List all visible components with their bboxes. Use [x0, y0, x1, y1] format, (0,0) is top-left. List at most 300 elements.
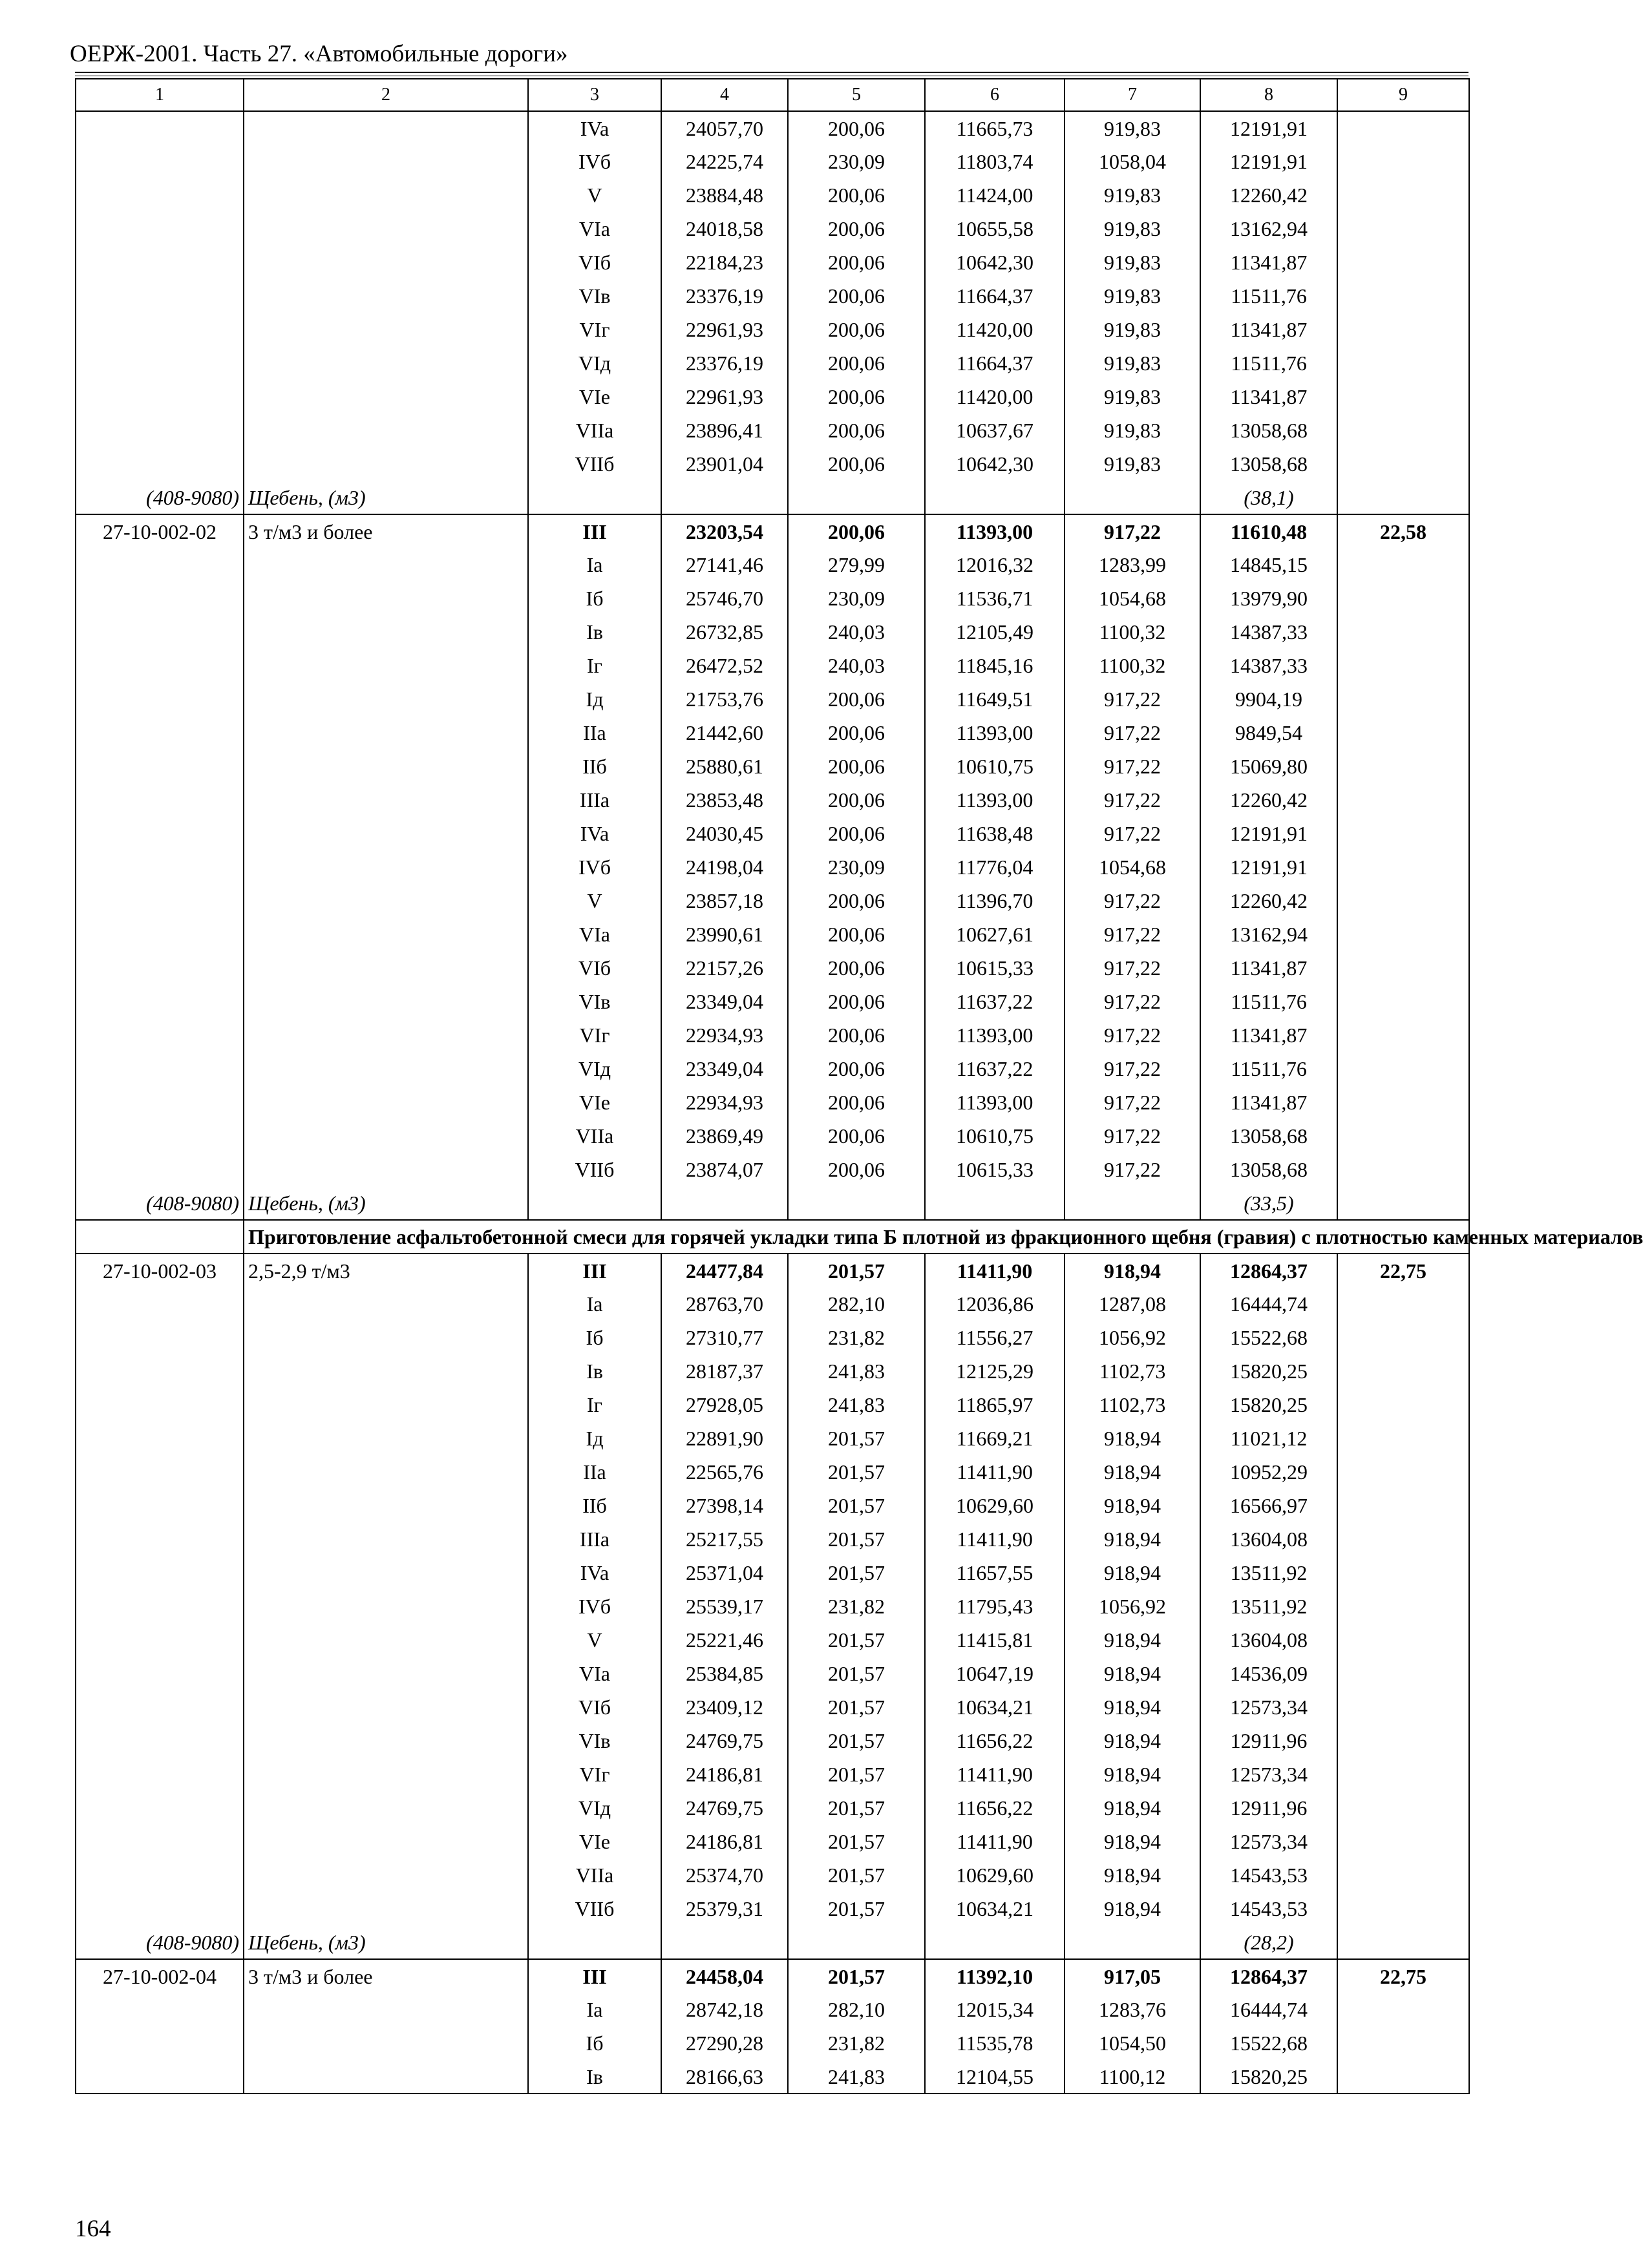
zone-cell: Iб	[528, 1321, 661, 1354]
code-cell: (408-9080)	[76, 1186, 244, 1220]
wages-cell: 230,09	[788, 850, 925, 884]
materials-cell: 13604,08	[1200, 1623, 1337, 1657]
materials-cell: 14543,53	[1200, 1858, 1337, 1892]
description-cell	[244, 582, 528, 615]
wages-cell: 200,06	[788, 918, 925, 951]
materials-cell: 15522,68	[1200, 2026, 1337, 2060]
labor-cell	[1337, 414, 1469, 447]
description-cell	[244, 1522, 528, 1556]
materials-cell: 12191,91	[1200, 850, 1337, 884]
wages-cell: 201,57	[788, 1489, 925, 1522]
machine-cost-cell: 10634,21	[925, 1892, 1065, 1926]
table-row	[76, 346, 1469, 380]
zone-cell: Iд	[528, 1422, 661, 1455]
total-cost-cell: 23874,07	[661, 1153, 788, 1186]
wages-cell: 282,10	[788, 1993, 925, 2026]
zone-cell: Iг	[528, 649, 661, 682]
total-cost-cell: 23376,19	[661, 346, 788, 380]
code-cell	[76, 1825, 244, 1858]
driver-wages-cell: 917,22	[1065, 985, 1200, 1018]
description-cell: Щебень, (м3)	[244, 1186, 528, 1220]
wages-cell: 201,57	[788, 1556, 925, 1590]
driver-wages-cell: 1056,92	[1065, 1590, 1200, 1623]
total-cost-cell: 23857,18	[661, 884, 788, 918]
labor-cell	[1337, 1590, 1469, 1623]
code-cell	[76, 1758, 244, 1791]
total-cost-cell: 28763,70	[661, 1287, 788, 1321]
table-row	[76, 1052, 1469, 1086]
description-cell	[244, 313, 528, 346]
machine-cost-cell: 11411,90	[925, 1825, 1065, 1858]
total-cost-cell: 25374,70	[661, 1858, 788, 1892]
col-header-2: 2	[244, 79, 528, 111]
zone-cell: Iв	[528, 615, 661, 649]
driver-wages-cell: 918,94	[1065, 1724, 1200, 1758]
driver-wages-cell: 919,83	[1065, 246, 1200, 279]
wages-cell: 201,57	[788, 1791, 925, 1825]
labor-cell	[1337, 1657, 1469, 1690]
materials-cell: 11341,87	[1200, 313, 1337, 346]
description-cell	[244, 1119, 528, 1153]
total-cost-cell	[661, 1926, 788, 1959]
machine-cost-cell: 11393,00	[925, 716, 1065, 750]
wages-cell: 230,09	[788, 582, 925, 615]
zone-cell: IIIa	[528, 783, 661, 817]
table-row	[76, 850, 1469, 884]
total-cost-cell: 24018,58	[661, 212, 788, 246]
code-cell	[76, 1052, 244, 1086]
wages-cell: 282,10	[788, 1287, 925, 1321]
wages-cell: 200,06	[788, 1052, 925, 1086]
zone-cell: VIa	[528, 212, 661, 246]
code-cell	[76, 951, 244, 985]
labor-cell	[1337, 615, 1469, 649]
driver-wages-cell	[1065, 481, 1200, 514]
total-cost-cell: 24030,45	[661, 817, 788, 850]
table-row	[76, 447, 1469, 481]
code-cell	[76, 817, 244, 850]
labor-cell	[1337, 1119, 1469, 1153]
materials-cell: 14845,15	[1200, 548, 1337, 582]
zone-cell	[528, 481, 661, 514]
labor-cell	[1337, 1858, 1469, 1892]
code-cell	[76, 1892, 244, 1926]
labor-cell	[1337, 2026, 1469, 2060]
table-row	[76, 1119, 1469, 1153]
machine-cost-cell: 11637,22	[925, 985, 1065, 1018]
driver-wages-cell: 918,94	[1065, 1455, 1200, 1489]
total-cost-cell: 25880,61	[661, 750, 788, 783]
machine-cost-cell: 11656,22	[925, 1791, 1065, 1825]
total-cost-cell: 21442,60	[661, 716, 788, 750]
zone-cell: VIe	[528, 380, 661, 414]
description-cell	[244, 1455, 528, 1489]
total-cost-cell: 25221,46	[661, 1623, 788, 1657]
materials-cell: 11341,87	[1200, 1018, 1337, 1052]
total-cost-cell: 21753,76	[661, 682, 788, 716]
zone-cell: VIв	[528, 985, 661, 1018]
table-row	[76, 1489, 1469, 1522]
col-header-9: 9	[1337, 79, 1469, 111]
rates-table	[75, 78, 1643, 2094]
wages-cell: 201,57	[788, 1455, 925, 1489]
labor-cell	[1337, 246, 1469, 279]
machine-cost-cell: 11535,78	[925, 2026, 1065, 2060]
total-cost-cell	[661, 1186, 788, 1220]
labor-cell	[1337, 1052, 1469, 1086]
wages-cell: 241,83	[788, 1388, 925, 1422]
total-cost-cell: 25746,70	[661, 582, 788, 615]
zone-cell: VIд	[528, 346, 661, 380]
item-row	[76, 1254, 1469, 1287]
table-row	[76, 649, 1469, 682]
table-row	[76, 1758, 1469, 1791]
table-row	[76, 548, 1469, 582]
materials-cell: 11511,76	[1200, 279, 1337, 313]
total-cost-cell: 22961,93	[661, 313, 788, 346]
table-row	[76, 1153, 1469, 1186]
total-cost-cell: 23349,04	[661, 985, 788, 1018]
code-cell	[76, 750, 244, 783]
total-cost-cell: 22157,26	[661, 951, 788, 985]
total-cost-cell: 24477,84	[661, 1254, 788, 1287]
wages-cell: 201,57	[788, 1858, 925, 1892]
machine-cost-cell: 12104,55	[925, 2060, 1065, 2094]
labor-cell: 22,58	[1337, 514, 1469, 548]
code-cell: (408-9080)	[76, 481, 244, 514]
section-heading-spacer	[76, 1220, 244, 1254]
code-cell	[76, 111, 244, 145]
wages-cell: 200,06	[788, 985, 925, 1018]
wages-cell	[788, 481, 925, 514]
code-cell	[76, 1858, 244, 1892]
description-cell	[244, 1623, 528, 1657]
zone-cell: V	[528, 178, 661, 212]
machine-cost-cell: 12105,49	[925, 615, 1065, 649]
table-row	[76, 1522, 1469, 1556]
description-cell	[244, 682, 528, 716]
labor-cell	[1337, 1892, 1469, 1926]
table-row	[76, 111, 1469, 145]
machine-cost-cell: 10642,30	[925, 246, 1065, 279]
total-cost-cell: 23884,48	[661, 178, 788, 212]
description-cell	[244, 111, 528, 145]
table-row	[76, 1321, 1469, 1354]
code-cell	[76, 1623, 244, 1657]
materials-cell: 11341,87	[1200, 1086, 1337, 1119]
wages-cell: 200,06	[788, 111, 925, 145]
driver-wages-cell: 918,94	[1065, 1556, 1200, 1590]
total-cost-cell: 22934,93	[661, 1086, 788, 1119]
code-cell	[76, 1724, 244, 1758]
materials-cell: 9904,19	[1200, 682, 1337, 716]
zone-cell: Iг	[528, 1388, 661, 1422]
materials-cell: 16566,97	[1200, 1489, 1337, 1522]
code-cell	[76, 1455, 244, 1489]
table-row	[76, 1086, 1469, 1119]
driver-wages-cell: 1058,04	[1065, 145, 1200, 178]
zone-cell: IVб	[528, 1590, 661, 1623]
zone-cell: VIIб	[528, 447, 661, 481]
code-cell	[76, 1791, 244, 1825]
labor-cell	[1337, 548, 1469, 582]
materials-cell: 11610,48	[1200, 514, 1337, 548]
code-cell	[76, 1321, 244, 1354]
col-header-6: 6	[925, 79, 1065, 111]
total-cost-cell: 25371,04	[661, 1556, 788, 1590]
driver-wages-cell: 917,22	[1065, 682, 1200, 716]
wages-cell: 200,06	[788, 279, 925, 313]
wages-cell: 200,06	[788, 1018, 925, 1052]
zone-cell: VIe	[528, 1086, 661, 1119]
labor-cell	[1337, 279, 1469, 313]
description-cell	[244, 649, 528, 682]
table-row	[76, 1825, 1469, 1858]
labor-cell: 22,75	[1337, 1959, 1469, 1993]
labor-cell	[1337, 178, 1469, 212]
code-cell	[76, 346, 244, 380]
code-cell	[76, 246, 244, 279]
total-cost-cell: 23853,48	[661, 783, 788, 817]
table-row	[76, 414, 1469, 447]
table-row	[76, 1623, 1469, 1657]
code-cell	[76, 414, 244, 447]
materials-cell: (28,2)	[1200, 1926, 1337, 1959]
machine-cost-cell: 11411,90	[925, 1522, 1065, 1556]
zone-cell: VIa	[528, 918, 661, 951]
materials-cell: 16444,74	[1200, 1287, 1337, 1321]
machine-cost-cell: 11795,43	[925, 1590, 1065, 1623]
machine-cost-cell: 11420,00	[925, 380, 1065, 414]
machine-cost-cell: 11424,00	[925, 178, 1065, 212]
materials-cell: 12191,91	[1200, 145, 1337, 178]
labor-cell	[1337, 1758, 1469, 1791]
materials-cell: 13511,92	[1200, 1556, 1337, 1590]
description-cell: 3 т/м3 и более	[244, 1959, 528, 1993]
description-cell	[244, 716, 528, 750]
total-cost-cell: 24186,81	[661, 1825, 788, 1858]
code-cell	[76, 1590, 244, 1623]
machine-cost-cell: 12125,29	[925, 1354, 1065, 1388]
materials-cell: 12191,91	[1200, 817, 1337, 850]
labor-cell	[1337, 850, 1469, 884]
total-cost-cell: 24225,74	[661, 145, 788, 178]
col-header-7: 7	[1065, 79, 1200, 111]
driver-wages-cell: 917,22	[1065, 1153, 1200, 1186]
materials-cell: 13979,90	[1200, 582, 1337, 615]
table-row	[76, 178, 1469, 212]
total-cost-cell: 24458,04	[661, 1959, 788, 1993]
labor-cell	[1337, 750, 1469, 783]
code-cell	[76, 212, 244, 246]
materials-cell: 12911,96	[1200, 1791, 1337, 1825]
description-cell	[244, 1690, 528, 1724]
machine-cost-cell: 10610,75	[925, 750, 1065, 783]
materials-cell: 11341,87	[1200, 951, 1337, 985]
total-cost-cell: 24057,70	[661, 111, 788, 145]
description-cell	[244, 1489, 528, 1522]
code-cell	[76, 716, 244, 750]
zone-cell: Iв	[528, 1354, 661, 1388]
labor-cell	[1337, 1388, 1469, 1422]
running-title: ОЕРЖ-2001. Часть 27. «Автомобильные дороги»	[70, 41, 568, 67]
description-cell	[244, 1892, 528, 1926]
materials-cell: (33,5)	[1200, 1186, 1337, 1220]
zone-cell: III	[528, 1959, 661, 1993]
code-cell	[76, 918, 244, 951]
driver-wages-cell: 919,83	[1065, 447, 1200, 481]
machine-cost-cell: 11411,90	[925, 1455, 1065, 1489]
total-cost-cell: 25539,17	[661, 1590, 788, 1623]
resource-row	[76, 1926, 1469, 1959]
table-row	[76, 1287, 1469, 1321]
materials-cell: 12260,42	[1200, 884, 1337, 918]
labor-cell	[1337, 313, 1469, 346]
code-cell	[76, 313, 244, 346]
materials-cell: 14387,33	[1200, 615, 1337, 649]
driver-wages-cell: 919,83	[1065, 279, 1200, 313]
materials-cell: 12191,91	[1200, 111, 1337, 145]
table-row	[76, 2060, 1469, 2094]
code-cell	[76, 2026, 244, 2060]
description-cell	[244, 548, 528, 582]
code-cell: 27-10-002-02	[76, 514, 244, 548]
labor-cell	[1337, 783, 1469, 817]
wages-cell: 231,82	[788, 2026, 925, 2060]
total-cost-cell: 27141,46	[661, 548, 788, 582]
driver-wages-cell: 919,83	[1065, 212, 1200, 246]
labor-cell	[1337, 1422, 1469, 1455]
table-row	[76, 985, 1469, 1018]
description-cell	[244, 145, 528, 178]
materials-cell: 11341,87	[1200, 246, 1337, 279]
materials-cell: 14543,53	[1200, 1892, 1337, 1926]
driver-wages-cell: 919,83	[1065, 313, 1200, 346]
code-cell	[76, 682, 244, 716]
wages-cell: 231,82	[788, 1321, 925, 1354]
description-cell	[244, 447, 528, 481]
driver-wages-cell: 918,94	[1065, 1623, 1200, 1657]
total-cost-cell: 23203,54	[661, 514, 788, 548]
labor-cell	[1337, 1321, 1469, 1354]
wages-cell: 200,06	[788, 1119, 925, 1153]
table-row	[76, 2026, 1469, 2060]
description-cell	[244, 750, 528, 783]
materials-cell: 15820,25	[1200, 2060, 1337, 2094]
description-cell	[244, 1321, 528, 1354]
machine-cost-cell: 10629,60	[925, 1489, 1065, 1522]
description-cell	[244, 951, 528, 985]
zone-cell: V	[528, 1623, 661, 1657]
table-row	[76, 884, 1469, 918]
table-row	[76, 1388, 1469, 1422]
wages-cell: 200,06	[788, 212, 925, 246]
wages-cell: 231,82	[788, 1590, 925, 1623]
machine-cost-cell: 11664,37	[925, 346, 1065, 380]
col-header-3: 3	[528, 79, 661, 111]
description-cell	[244, 1086, 528, 1119]
table-row	[76, 279, 1469, 313]
table-row	[76, 1657, 1469, 1690]
description-cell	[244, 1153, 528, 1186]
table-row	[76, 783, 1469, 817]
driver-wages-cell: 918,94	[1065, 1758, 1200, 1791]
total-cost-cell: 28742,18	[661, 1993, 788, 2026]
wages-cell: 200,06	[788, 716, 925, 750]
table-row	[76, 1858, 1469, 1892]
description-cell	[244, 1354, 528, 1388]
code-cell	[76, 1018, 244, 1052]
code-cell	[76, 1993, 244, 2026]
driver-wages-cell: 919,83	[1065, 346, 1200, 380]
materials-cell: 9849,54	[1200, 716, 1337, 750]
labor-cell	[1337, 1926, 1469, 1959]
code-cell	[76, 145, 244, 178]
materials-cell: 12864,37	[1200, 1959, 1337, 1993]
header-rule-thick	[75, 72, 1468, 73]
table-row	[76, 380, 1469, 414]
materials-cell: 12573,34	[1200, 1690, 1337, 1724]
col-header-8: 8	[1200, 79, 1337, 111]
total-cost-cell: 25217,55	[661, 1522, 788, 1556]
total-cost-cell: 26472,52	[661, 649, 788, 682]
wages-cell: 200,06	[788, 750, 925, 783]
materials-cell: 12573,34	[1200, 1758, 1337, 1791]
machine-cost-cell: 10655,58	[925, 212, 1065, 246]
labor-cell	[1337, 817, 1469, 850]
zone-cell: VIв	[528, 279, 661, 313]
page-number: 164	[75, 2216, 111, 2242]
table-row	[76, 716, 1469, 750]
description-cell: Щебень, (м3)	[244, 481, 528, 514]
labor-cell	[1337, 1623, 1469, 1657]
code-cell	[76, 1422, 244, 1455]
driver-wages-cell: 1102,73	[1065, 1388, 1200, 1422]
zone-cell: IIIa	[528, 1522, 661, 1556]
total-cost-cell: 23376,19	[661, 279, 788, 313]
materials-cell: 11341,87	[1200, 380, 1337, 414]
table-row	[76, 1993, 1469, 2026]
zone-cell: Iд	[528, 682, 661, 716]
driver-wages-cell: 917,22	[1065, 1119, 1200, 1153]
wages-cell: 200,06	[788, 346, 925, 380]
labor-cell	[1337, 1522, 1469, 1556]
labor-cell	[1337, 1153, 1469, 1186]
col-header-4: 4	[661, 79, 788, 111]
wages-cell: 200,06	[788, 817, 925, 850]
description-cell: Щебень, (м3)	[244, 1926, 528, 1959]
wages-cell: 200,06	[788, 1086, 925, 1119]
table-row	[76, 1892, 1469, 1926]
description-cell	[244, 1052, 528, 1086]
code-cell	[76, 1489, 244, 1522]
wages-cell: 200,06	[788, 884, 925, 918]
zone-cell: VIe	[528, 1825, 661, 1858]
labor-cell	[1337, 447, 1469, 481]
driver-wages-cell: 918,94	[1065, 1522, 1200, 1556]
total-cost-cell: 27398,14	[661, 1489, 788, 1522]
table-row	[76, 1724, 1469, 1758]
wages-cell: 240,03	[788, 615, 925, 649]
driver-wages-cell: 1100,12	[1065, 2060, 1200, 2094]
labor-cell	[1337, 1489, 1469, 1522]
code-cell	[76, 985, 244, 1018]
zone-cell: VIв	[528, 1724, 661, 1758]
code-cell	[76, 615, 244, 649]
labor-cell	[1337, 111, 1469, 145]
code-cell	[76, 1153, 244, 1186]
machine-cost-cell: 10610,75	[925, 1119, 1065, 1153]
